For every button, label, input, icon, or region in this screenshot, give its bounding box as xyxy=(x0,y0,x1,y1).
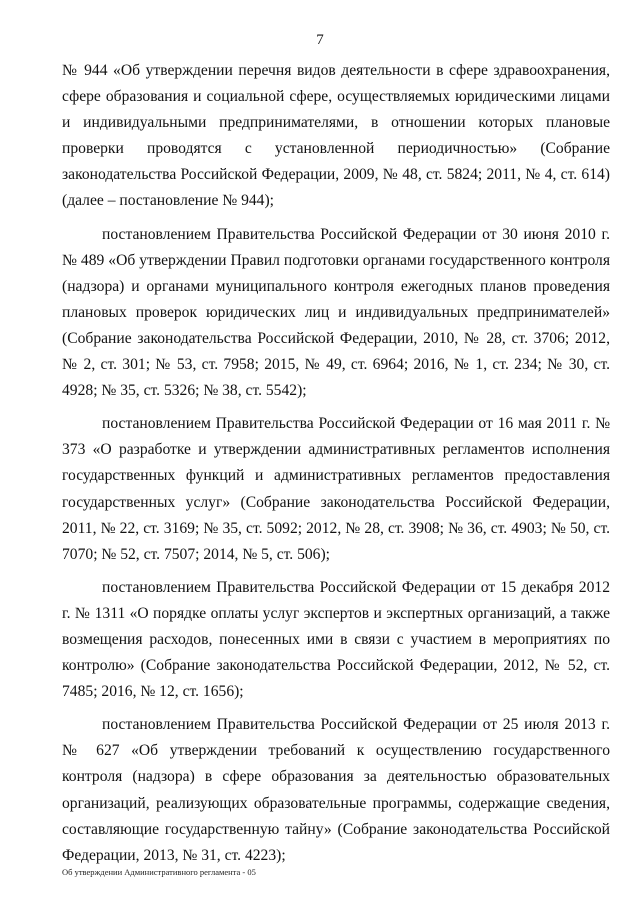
paragraph-decree-627: постановлением Правительства Российской Федерации от 25 июля 2013 г. № 627 «Об утверждении требований к осуществлению государственного контроля (надзора) в сфере образования за деятельностью образовательных организаций, реализующих образовательные программы, содержащие сведения, составляющие государственную тайну» (Собрание законодательства Российской Федерации, 2013, № 31, ст. 4223); xyxy=(62,716,610,864)
paragraph-decree-944-continuation: № 944 «Об утверждении перечня видов деятельности в сфере здравоохранения, сфере образования и социальной сфере, осуществляемых юридическими лицами и индивидуальными предпринимателями, в отношении которых плановые проверки проводятся с установленной периодичностью» (Собрание законодательства Российской Федерации, 2009, № 48, ст. 5824; 2011, № 4, ст. 614) (далее – постановление № 944); xyxy=(62,62,610,210)
page-footer: Об утверждении Административного регламента - 05 xyxy=(62,867,256,877)
paragraph-decree-373: постановлением Правительства Российской Федерации от 16 мая 2011 г. № 373 «О разработке и утверждении административных регламентов исполнения государственных функций и административных регламентов предоставления государственных услуг» (Собрание законодательства Российской Федерации, 2011, № 22, ст. 3169; № 35, ст. 5092; 2012, № 28, ст. 3908; № 36, ст. 4903; № 50, ст. 7070; № 52, ст. 7507; 2014, № 5, ст. 506); xyxy=(62,415,610,563)
paragraph-decree-489: постановлением Правительства Российской Федерации от 30 июня 2010 г. № 489 «Об утверждении Правил подготовки органами государственного контроля (надзора) и органами муниципального контроля ежегодных планов проведения плановых проверок юридических лиц и индивидуальных предпринимателей» (Собрание законодательства Российской Федерации, 2010, № 28, ст. 3706; 2012, № 2, ст. 301; № 53, ст. 7958; 2015, № 49, ст. 6964; 2016, № 1, ст. 234; № 30, ст. 4928; № 35, ст. 5326; № 38, ст. 5542); xyxy=(62,225,610,400)
document-body xyxy=(62,58,610,876)
paragraph-decree-1311: постановлением Правительства Российской Федерации от 15 декабря 2012 г. № 1311 «О порядке оплаты услуг экспертов и экспертных организаций, а также возмещения расходов, понесенных ими в связи с участием в мероприятиях по контролю» (Собрание законодательства Российской Федерации, 2012, № 52, ст. 7485; 2016, № 12, ст. 1656); xyxy=(62,578,610,701)
page-number: 7 xyxy=(316,32,324,48)
